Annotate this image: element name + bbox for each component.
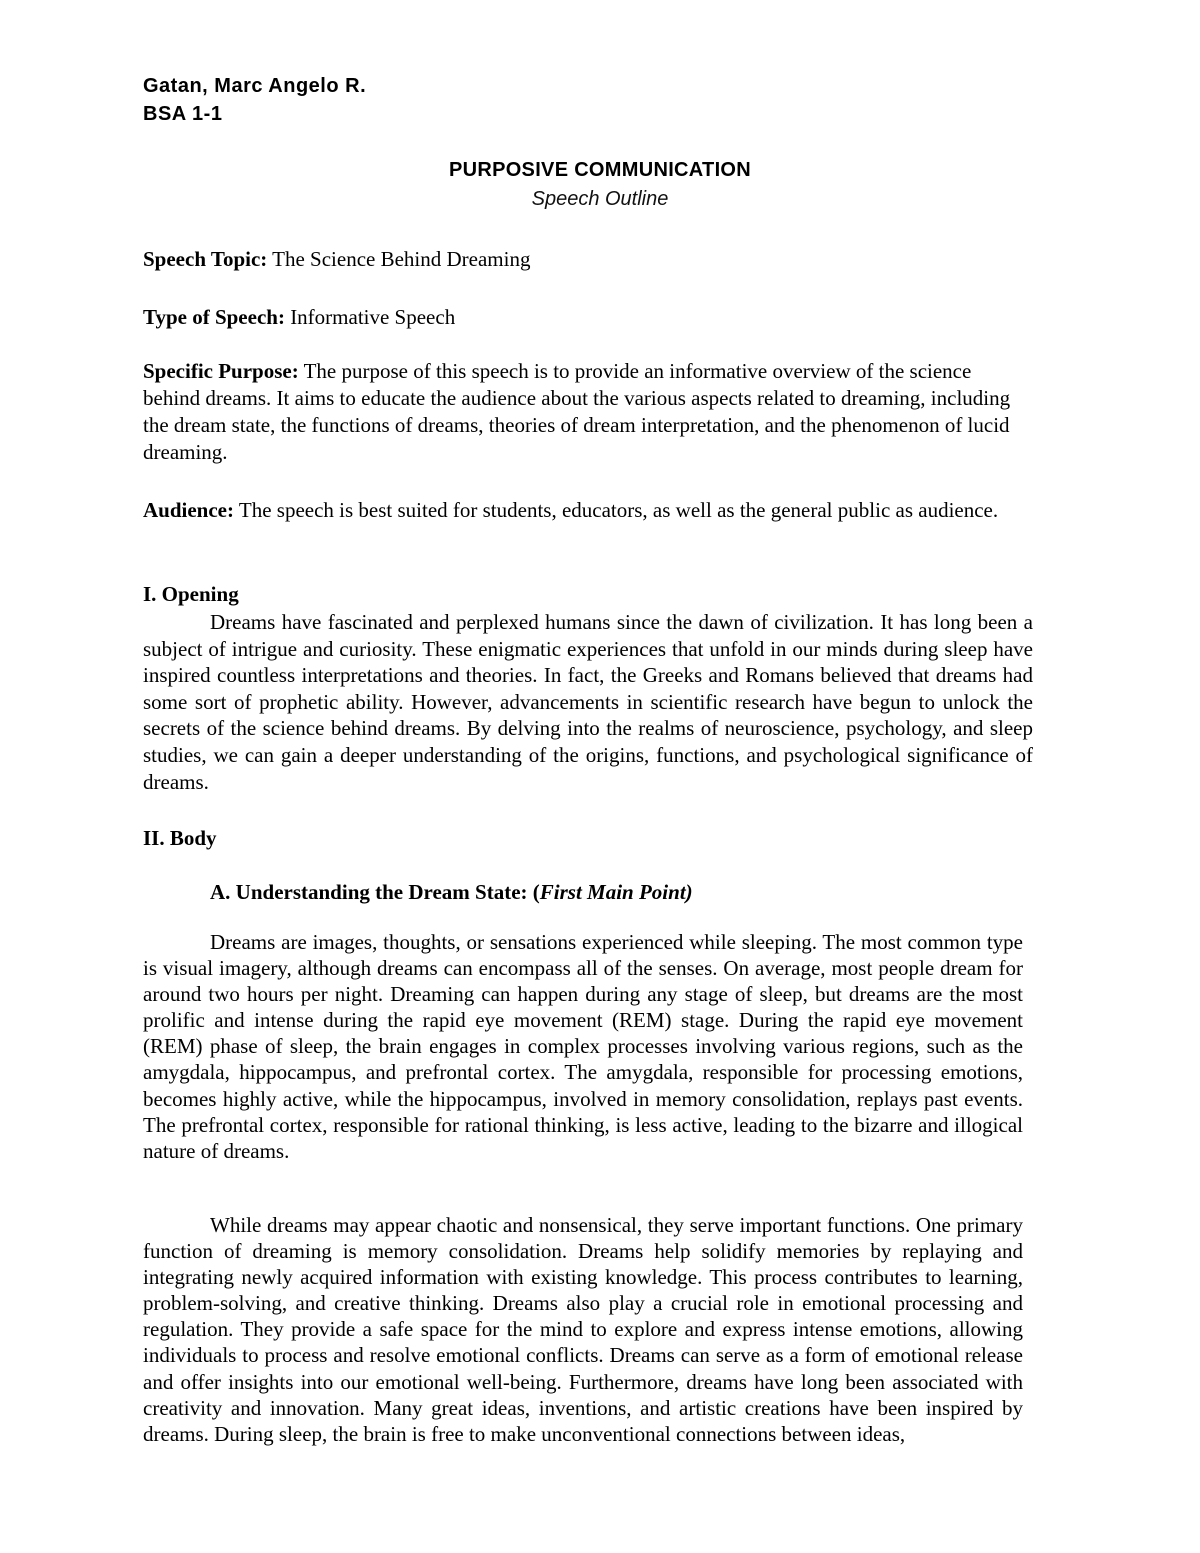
audience <box>143 497 1023 524</box>
first-main-point-heading <box>210 879 693 906</box>
opening-heading: I. Opening <box>143 582 239 606</box>
speech-type-value: Informative Speech <box>284 305 456 329</box>
author-name: Gatan, Marc Angelo R. <box>143 75 367 97</box>
class-section: BSA 1-1 <box>143 103 223 125</box>
specific-purpose-label: Specific Purpose: <box>143 359 299 383</box>
speech-type-label: Type of Speech: <box>143 305 285 329</box>
specific-purpose-value: The purpose of this speech is to provide an informative overview of the science behind dreams. It aims to educate the audience about the various aspects related to dreaming, including the dream state, the functions of dreams, theories of dream interpretation, and the phenomenon of lucid dreaming. <box>143 359 1011 464</box>
body-paragraph-2: While dreams may appear chaotic and nonsensical, they serve important functions. One primary function of dreaming is memory consolidation. Dreams help solidify memories by replaying and integrating newly acquired information with existing knowledge. This process contributes to learning, problem-solving, and creative thinking. Dreams also play a crucial role in emotional processing and regulation. They provide a safe space for the mind to explore and express intense emotions, allowing individuals to process and resolve emotional conflicts. Dreams can serve as a form of emotional release and offer insights into our emotional well-being. Furthermore, dreams have long been associated with creativity and innovation. Many great ideas, inventions, and artistic creations have been inspired by dreams. During sleep, the brain is free to make unconventional connections between ideas, <box>143 1213 1023 1446</box>
body-paragraph-1: Dreams are images, thoughts, or sensations experienced while sleeping. The most common type is visual imagery, although dreams can encompass all of the senses. On average, most people dream for around two hours per night. Dreaming can happen during any stage of sleep, but dreams are the most prolific and intense during the rapid eye movement (REM) stage. During the rapid eye movement (REM) phase of sleep, the brain engages in complex processes involving various regions, such as the amygdala, hippocampus, and prefrontal cortex. The amygdala, responsible for processing emotions, becomes highly active, while the hippocampus, involved in memory consolidation, replays past events. The prefrontal cortex, responsible for rational thinking, is less active, leading to the bizarre and illogical nature of dreams. <box>143 930 1023 1163</box>
first-main-point-label: A. Understanding the Dream State: ( <box>210 880 540 904</box>
speech-topic <box>143 246 1053 273</box>
speech-topic-value: The Science Behind Dreaming <box>267 247 531 271</box>
audience-value: The speech is best suited for students, educators, as well as the general public as audience. <box>234 498 999 522</box>
audience-label: Audience: <box>143 498 234 522</box>
specific-purpose <box>143 358 1023 466</box>
document-title: PURPOSIVE COMMUNICATION <box>448 159 752 181</box>
speech-topic-label: Speech Topic: <box>143 247 268 271</box>
document-subtitle: Speech Outline <box>531 188 669 210</box>
first-main-point-note: First Main Point) <box>539 880 693 904</box>
body-heading: II. Body <box>143 826 217 850</box>
speech-type <box>143 304 1053 331</box>
opening-paragraph: Dreams have fascinated and perplexed humans since the dawn of civilization. It has long been a subject of intrigue and curiosity. These enigmatic experiences that unfold in our minds during sleep have inspired countless interpretations and theories. In fact, the Greeks and Romans believed that dreams had some sort of prophetic ability. However, advancements in scientific research have begun to unlock the secrets of the science behind dreams. By delving into the realms of neuroscience, psychology, and sleep studies, we can gain a deeper understanding of the origins, functions, and psychological significance of dreams. <box>143 610 1033 794</box>
